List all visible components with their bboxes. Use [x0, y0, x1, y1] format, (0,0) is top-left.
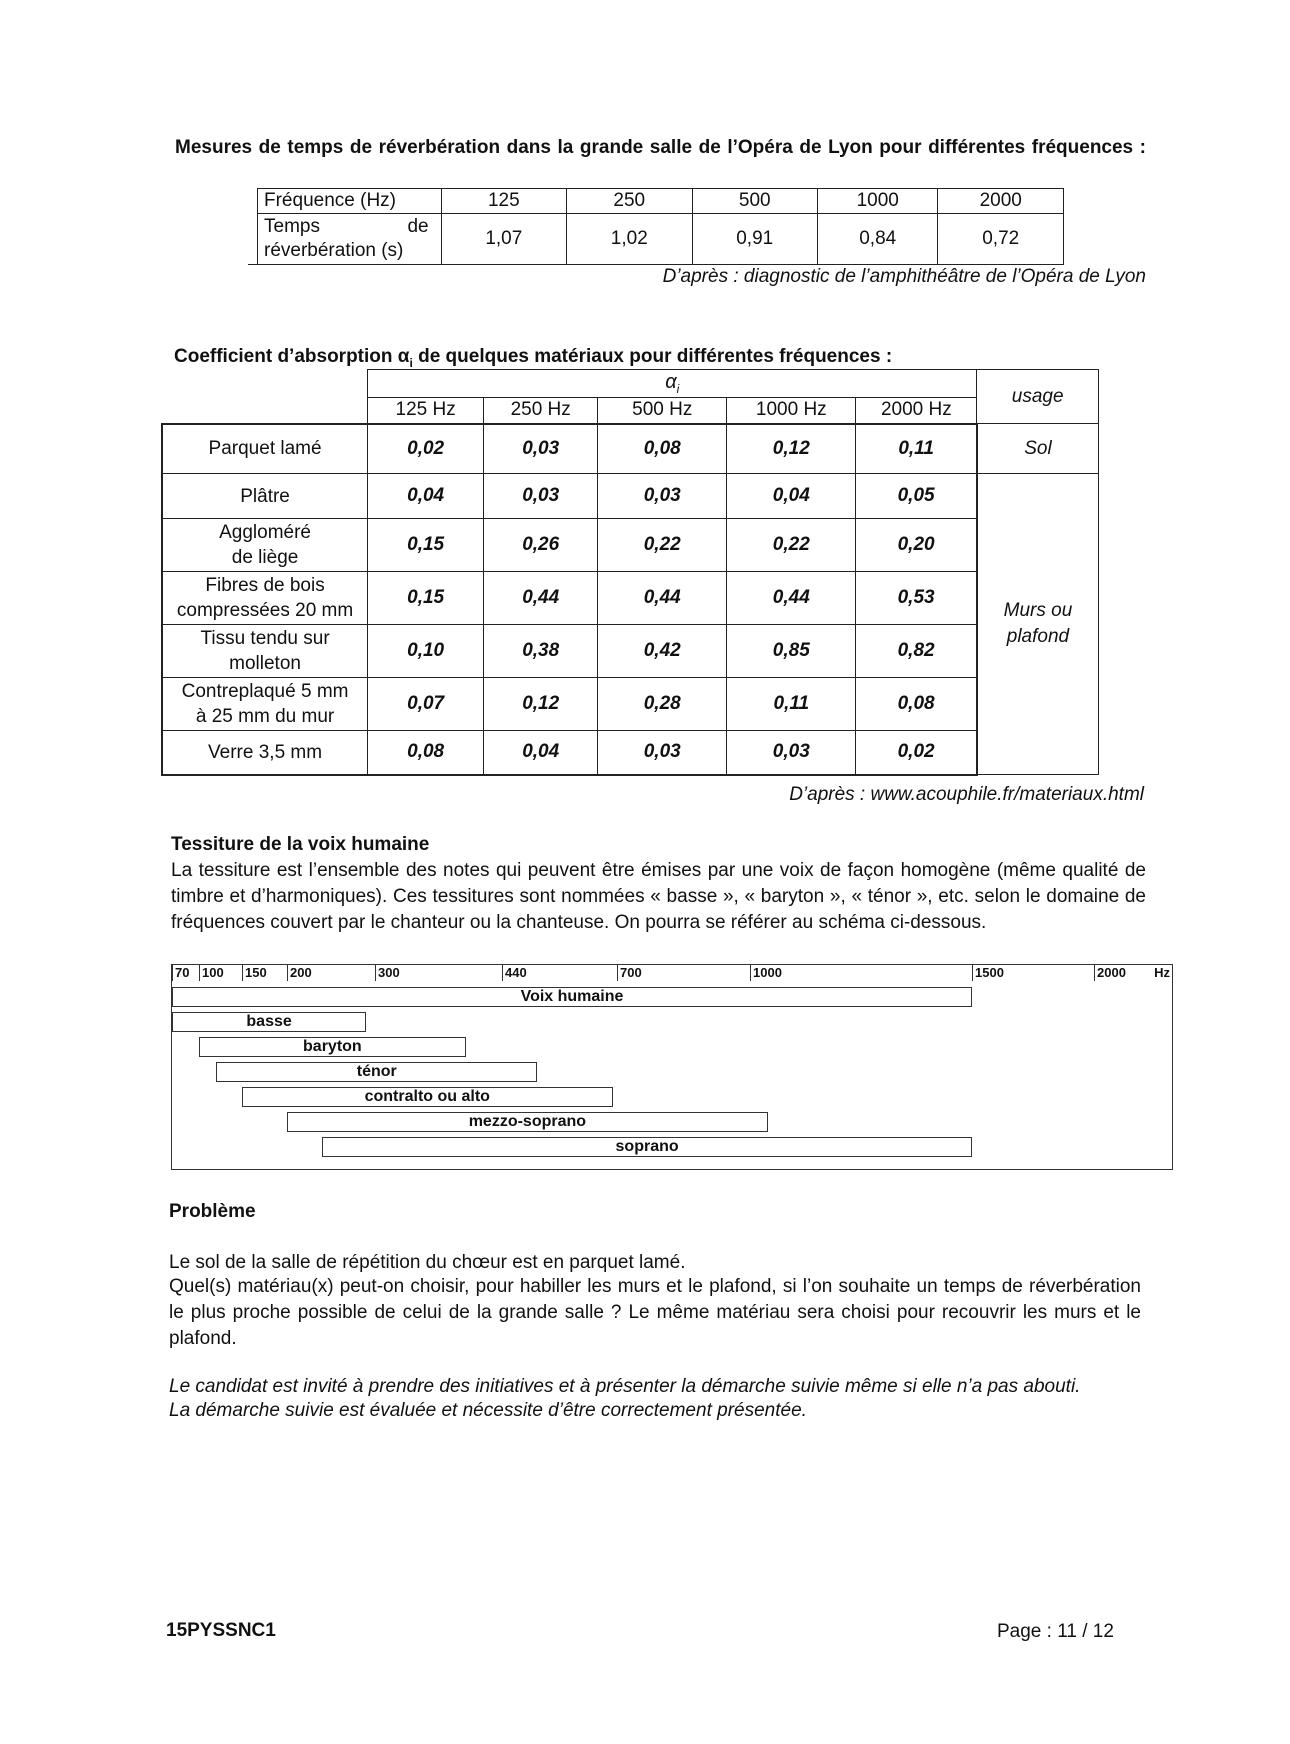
- tick-label-70: 70: [172, 965, 189, 981]
- freq-header: 1000 Hz: [727, 398, 856, 424]
- table-row: [162, 474, 1099, 519]
- tick-label-700: 700: [617, 965, 642, 981]
- material-name: [162, 474, 368, 519]
- blank-corner: [162, 370, 368, 424]
- material-line1: Contreplaqué 5 mm: [181, 681, 349, 702]
- tessiture-title: Tessiture de la voix humaine: [171, 834, 430, 855]
- material-line1: Verre 3,5 mm: [208, 741, 323, 763]
- alpha-header: [368, 370, 977, 398]
- coef-cell: 0,22: [598, 519, 727, 572]
- usage-header: usage: [977, 370, 1099, 424]
- coef-cell: 0,44: [598, 572, 727, 625]
- probleme-title: Problème: [169, 1201, 256, 1222]
- range-bar-basse: basse: [172, 1012, 366, 1032]
- coef-cell: 0,15: [368, 519, 484, 572]
- tessiture-text: La tessiture est l’ensemble des notes qui peuvent être émises par une voix de façon homogène (même qualité de timbre et d’harmoniques). Ces tessitures sont nommées « basse », « baryton », « ténor », etc. selon le domaine de fréquences couvert par le chanteur ou la chanteuse. On pourra se référer au schéma ci-dessous.: [171, 860, 1146, 933]
- time-cell: 0,72: [938, 214, 1064, 265]
- material-name: [162, 519, 368, 572]
- freq-header: 500 Hz: [598, 398, 727, 424]
- tick-label-1500: 1500: [972, 965, 1004, 981]
- time-cell: 0,91: [692, 214, 817, 265]
- time-cell: 1,07: [441, 214, 566, 265]
- coef-cell: 0,26: [484, 519, 598, 572]
- coef-cell: 0,03: [598, 474, 727, 519]
- material-line2: de liège: [231, 547, 299, 568]
- tick-label-2000: 2000: [1094, 965, 1126, 981]
- absorption-table: [161, 369, 1099, 776]
- coef-cell: 0,08: [598, 424, 727, 474]
- tick-label-200: 200: [287, 965, 312, 981]
- coef-cell: 0,53: [856, 572, 977, 625]
- freq-label: Fréquence (Hz): [258, 189, 442, 214]
- range-bar-ténor: ténor: [216, 1062, 537, 1082]
- coef-cell: 0,82: [856, 625, 977, 678]
- time-label-3: réverbération (s): [264, 240, 404, 261]
- freq-cell: 250: [567, 189, 692, 214]
- material-line1: Parquet lamé: [208, 438, 322, 460]
- range-bar-voix-humaine: Voix humaine: [172, 987, 972, 1007]
- usage-walls-line2: plafond: [1006, 626, 1070, 647]
- time-label: [258, 214, 442, 265]
- probleme-note1: Le candidat est invité à prendre des initiatives et à présenter la démarche suivie même si elle n’a pas abouti.: [169, 1376, 1081, 1397]
- usage-floor: Sol: [977, 424, 1099, 474]
- coef-cell: 0,12: [727, 424, 856, 474]
- time-cell: 1,02: [567, 214, 692, 265]
- coef-cell: 0,07: [368, 678, 484, 731]
- footer-page: Page : 11 / 12: [997, 1621, 1114, 1642]
- table-row: [162, 731, 1099, 775]
- coef-cell: 0,08: [856, 678, 977, 731]
- coef-cell: 0,03: [484, 474, 598, 519]
- range-bar-mezzo-soprano: mezzo-soprano: [287, 1112, 768, 1132]
- freq-cell: 500: [692, 189, 817, 214]
- table-row: [162, 370, 1099, 398]
- coef-cell: 0,15: [368, 572, 484, 625]
- material-name: [162, 731, 368, 775]
- material-line1: Fibres de bois: [205, 575, 325, 596]
- time-label-2: de: [407, 216, 429, 237]
- tick-label-1000: 1000: [750, 965, 782, 981]
- divider: [248, 264, 448, 265]
- absorption-title-text: Coefficient d’absorption α: [174, 346, 410, 367]
- coef-cell: 0,04: [727, 474, 856, 519]
- coef-cell: 0,42: [598, 625, 727, 678]
- alpha-symbol: α: [665, 371, 677, 393]
- freq-header: 2000 Hz: [856, 398, 977, 424]
- absorption-title-end: de quelques matériaux pour différentes fréquences :: [412, 346, 893, 367]
- probleme-line1: Le sol de la salle de répétition du chœur est en parquet lamé.: [169, 1252, 686, 1273]
- alpha-sub: i: [676, 382, 680, 396]
- freq-cell: 2000: [938, 189, 1064, 214]
- footer-code: 15PYSSNC1: [166, 1620, 276, 1641]
- coef-cell: 0,10: [368, 625, 484, 678]
- range-bar-soprano: soprano: [322, 1137, 972, 1157]
- tick-label-440: 440: [502, 965, 527, 981]
- material-name: [162, 678, 368, 731]
- coef-cell: 0,05: [856, 474, 977, 519]
- time-label-1: Temps: [264, 216, 320, 237]
- reverb-source: D’après : diagnostic de l’amphithéâtre de l’Opéra de Lyon: [662, 266, 1146, 287]
- coef-cell: 0,22: [727, 519, 856, 572]
- material-line2: molleton: [229, 653, 301, 674]
- usage-walls: [977, 474, 1099, 775]
- material-line1: Aggloméré: [219, 522, 311, 543]
- table-row: [162, 625, 1099, 678]
- tick-label-150: 150: [242, 965, 267, 981]
- voice-range-chart: [171, 964, 1173, 1170]
- probleme-question: Quel(s) matériau(x) peut-on choisir, pour habiller les murs et le plafond, si l’on souhaite un temps de réverbération le plus proche possible de celui de la grande salle ? Le même matériau sera choisi pour recouvrir les murs et le plafond.: [169, 1276, 1141, 1349]
- usage-walls-line1: Murs ou: [1003, 600, 1073, 621]
- coef-cell: 0,12: [484, 678, 598, 731]
- coef-cell: 0,44: [727, 572, 856, 625]
- coef-cell: 0,03: [598, 731, 727, 775]
- coef-cell: 0,02: [856, 731, 977, 775]
- material-line2: à 25 mm du mur: [195, 706, 335, 727]
- material-name: [162, 424, 368, 474]
- time-cell: 0,84: [817, 214, 938, 265]
- coef-cell: 0,11: [856, 424, 977, 474]
- reverb-title: Mesures de temps de réverbération dans la grande salle de l’Opéra de Lyon pour différentes fréquences :: [175, 137, 1146, 158]
- range-bar-contralto-ou-alto: contralto ou alto: [242, 1087, 613, 1107]
- absorption-title-sub: i: [409, 355, 413, 370]
- range-bar-baryton: baryton: [199, 1037, 466, 1057]
- table-row: [258, 189, 1064, 214]
- coef-cell: 0,85: [727, 625, 856, 678]
- unit-label: Hz: [1154, 965, 1170, 980]
- freq-cell: 125: [441, 189, 566, 214]
- coef-cell: 0,38: [484, 625, 598, 678]
- freq-header: 125 Hz: [368, 398, 484, 424]
- coef-cell: 0,02: [368, 424, 484, 474]
- table-row: [162, 424, 1099, 474]
- freq-header: 250 Hz: [484, 398, 598, 424]
- material-line1: Plâtre: [240, 485, 290, 507]
- coef-cell: 0,04: [368, 474, 484, 519]
- table-row: [162, 572, 1099, 625]
- coef-cell: 0,04: [484, 731, 598, 775]
- reverb-title-line1: [175, 135, 1146, 160]
- material-name: [162, 625, 368, 678]
- table-row: [162, 678, 1099, 731]
- table-row: [258, 214, 1064, 265]
- coef-cell: 0,03: [484, 424, 598, 474]
- tick-label-100: 100: [199, 965, 224, 981]
- coef-cell: 0,28: [598, 678, 727, 731]
- absorption-source: D’après : www.acouphile.fr/materiaux.html: [789, 784, 1144, 805]
- coef-cell: 0,03: [727, 731, 856, 775]
- coef-cell: 0,08: [368, 731, 484, 775]
- coef-cell: 0,20: [856, 519, 977, 572]
- material-line2: compressées 20 mm: [176, 600, 354, 621]
- table-row: [162, 519, 1099, 572]
- coef-cell: 0,44: [484, 572, 598, 625]
- freq-cell: 1000: [817, 189, 938, 214]
- material-line1: Tissu tendu sur: [200, 628, 330, 649]
- reverb-table: [257, 188, 1064, 265]
- tick-label-300: 300: [375, 965, 400, 981]
- material-name: [162, 572, 368, 625]
- coef-cell: 0,11: [727, 678, 856, 731]
- probleme-note2: La démarche suivie est évaluée et nécessite d’être correctement présentée.: [169, 1400, 807, 1421]
